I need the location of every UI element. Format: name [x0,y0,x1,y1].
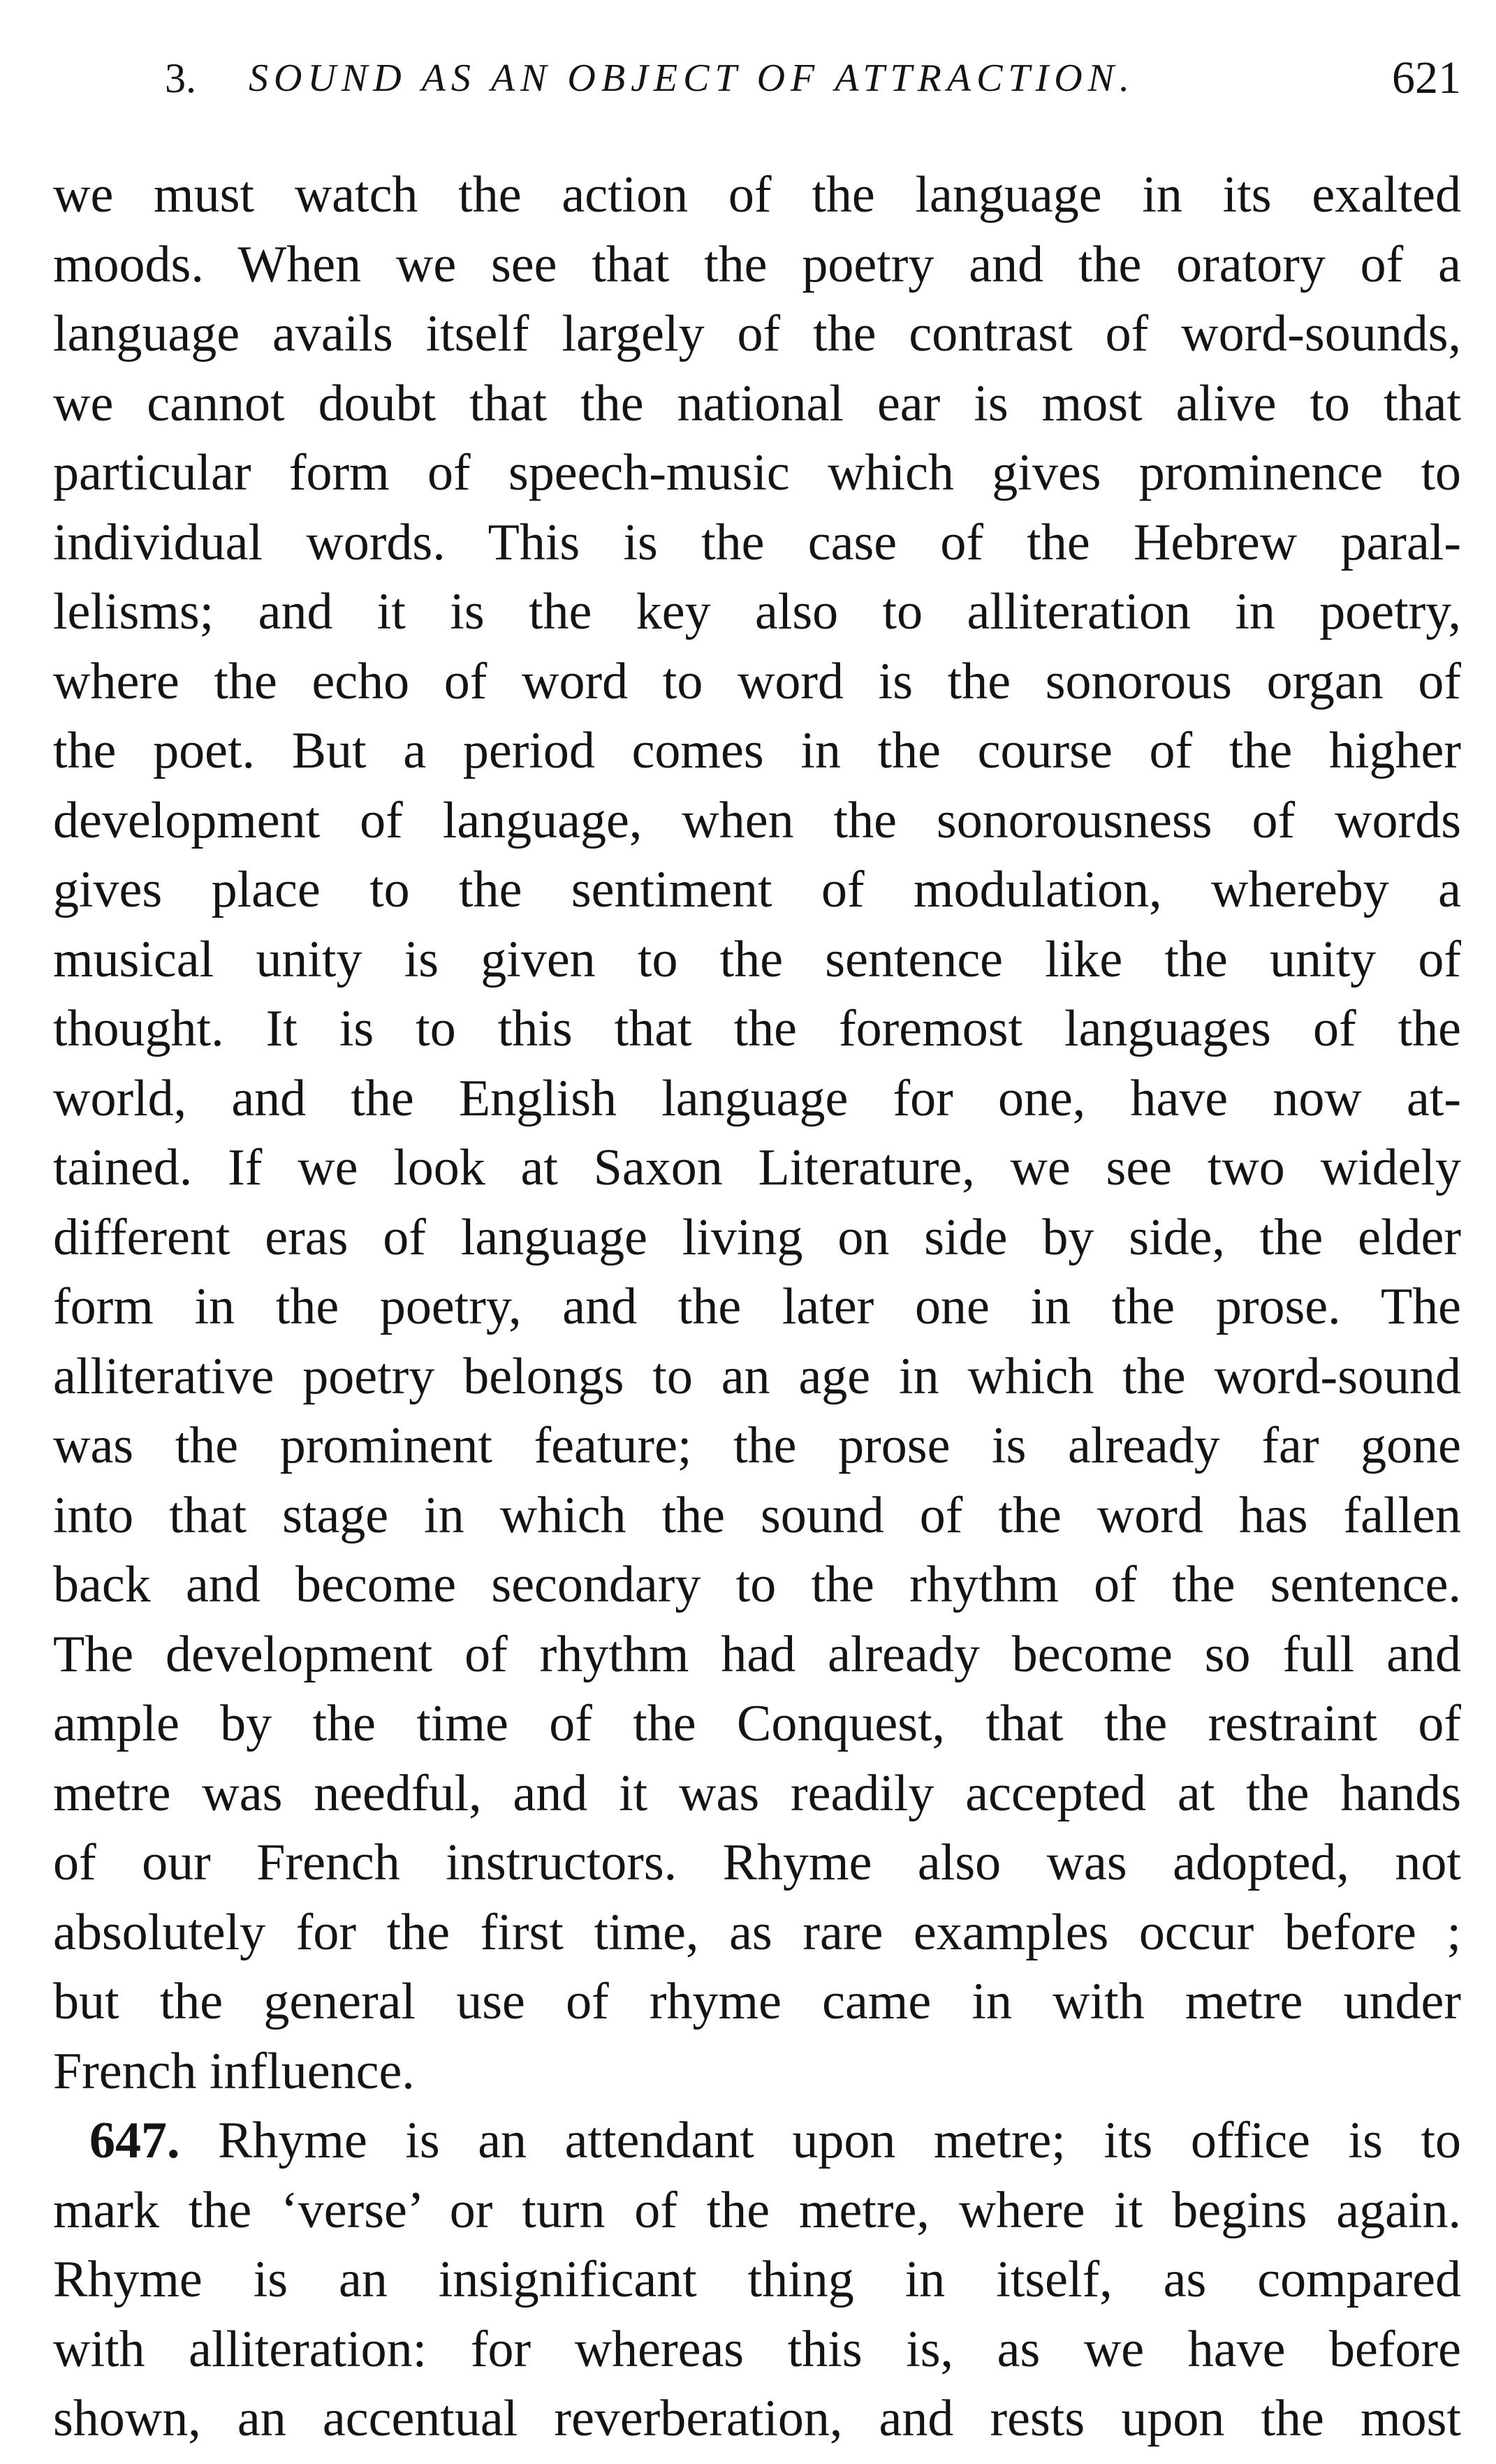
text-line: particular form of speech-music which gives prominence to [53,444,1461,501]
text-line: we must watch the action of the language in its exalted [53,166,1461,223]
text-line: we cannot doubt that the national ear is most alive to that [53,374,1461,432]
first-line-text: Rhyme is an attendant upon metre; its office is to [218,2112,1461,2169]
text-line: French influence. [53,2042,415,2100]
section-number: 647. [89,2112,180,2169]
text-line: The development of rhythm had already become so full and [53,1625,1461,1683]
text-line: where the echo of word to word is the sonorous organ of [53,652,1461,710]
text-line: of our French instructors. Rhyme also was adopted, not [53,1834,1461,1891]
text-line: with alliteration: for whereas this is, as we have before [53,2320,1461,2378]
running-header [165,43,1461,113]
text-line: gives place to the sentiment of modulation, whereby a [53,861,1461,918]
text-line: into that stage in which the sound of the word has fallen [53,1486,1461,1544]
text-line: shown, an accentual reverberation, and rests upon the most [53,2390,1461,2447]
text-line [53,2106,1461,2176]
text-line: form in the poetry, and the later one in the prose. The [53,1278,1461,1335]
text-line: but the general use of rhyme came in with metre under [53,1973,1461,2030]
text-line: moods. When we see that the poetry and the oratory of a [53,235,1461,293]
text-line: musical unity is given to the sentence like the unity of [53,930,1461,988]
text-line: the poet. But a period comes in the course of the higher [53,722,1461,779]
running-title: SOUND AS AN OBJECT OF ATTRACTION. [249,57,1136,100]
text-line: alliterative poetry belongs to an age in which the word-sound [53,1347,1461,1405]
text-line: back and become secondary to the rhythm of the sentence. [53,1556,1461,1613]
text-line: metre was needful, and it was readily accepted at the hands [53,1764,1461,1822]
text-line: development of language, when the sonorousness of words [53,791,1461,849]
chapter-number: 3. [165,55,196,101]
text-line: ample by the time of the Conquest, that the restraint of [53,1695,1461,1752]
text-line: language avails itself largely of the contrast of word-sounds, [53,305,1461,362]
text-line: tained. If we look at Saxon Literature, we see two widely [53,1139,1461,1196]
text-line: mark the ‘verse’ or turn of the metre, where it begins again. [53,2181,1461,2239]
text-line: absolutely for the first time, as rare examples occur before ; [53,1903,1461,1961]
text-line: different eras of language living on side by side, the elder [53,1208,1461,1266]
paragraph-647 [53,2106,1461,2454]
page-number: 621 [1392,52,1461,103]
text-line: world, and the English language for one, have now at- [53,1069,1461,1127]
text-line: thought. It is to this that the foremost languages of the [53,1000,1461,1057]
text-line: individual words. This is the case of the Hebrew paral- [53,513,1461,571]
body-text [53,161,1461,2454]
text-line: lelisms; and it is the key also to alliteration in poetry, [53,583,1461,640]
paragraph-1 [53,161,1461,2106]
text-line: Rhyme is an insignificant thing in itself, as compared [53,2251,1461,2308]
text-line: was the prominent feature; the prose is already far gone [53,1417,1461,1474]
